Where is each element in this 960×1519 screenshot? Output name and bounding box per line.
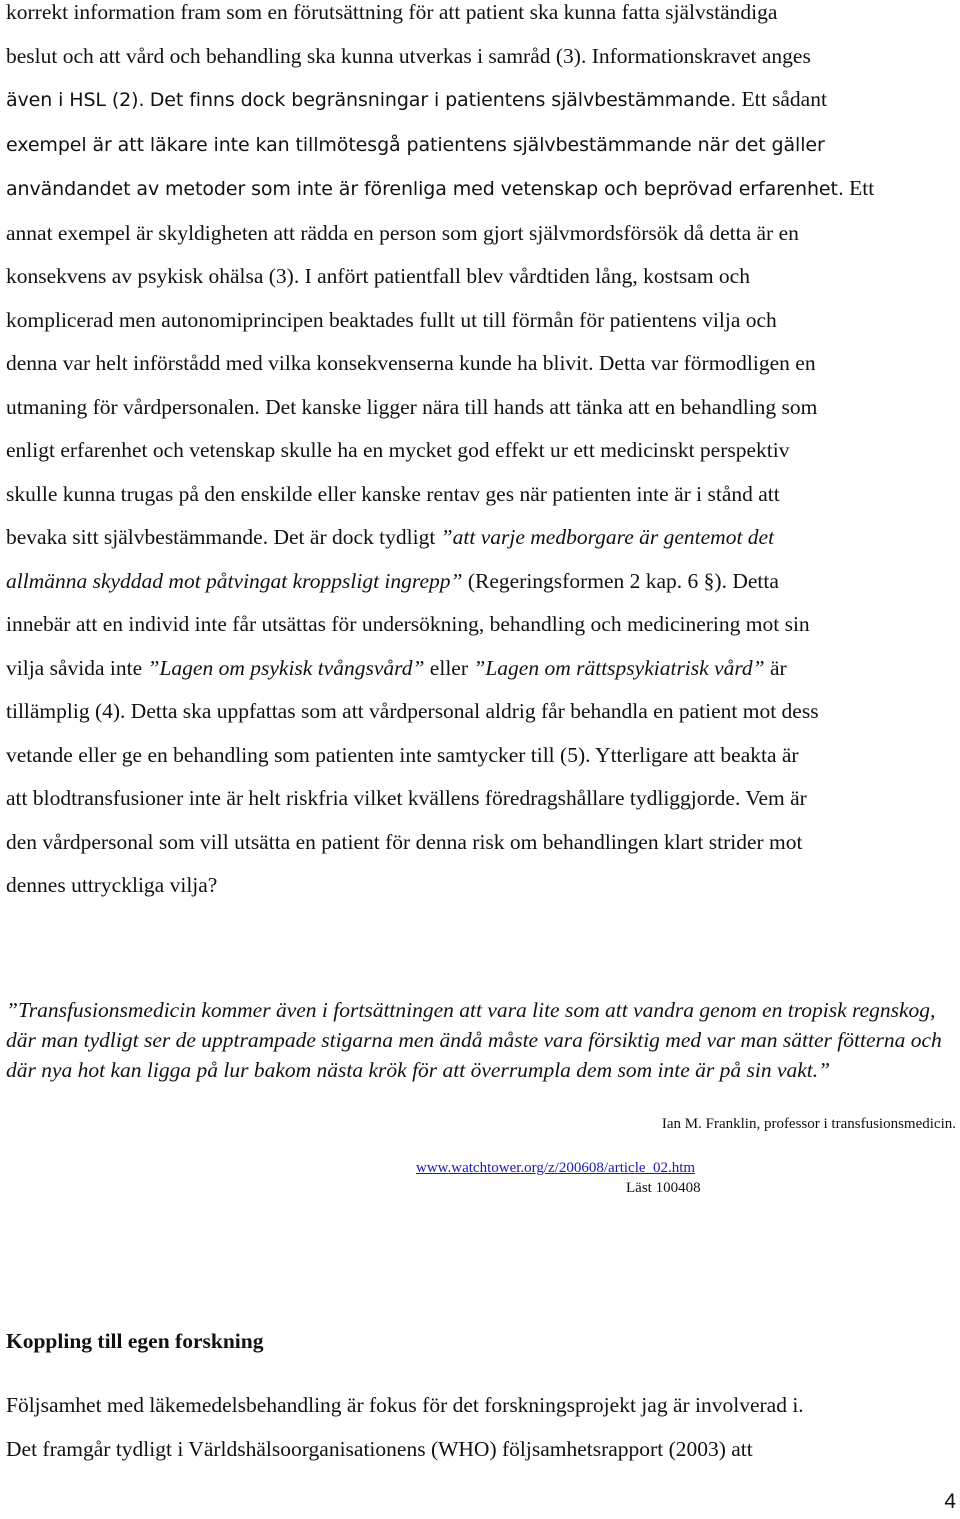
text-line: Det finns dock begränsningar i patientens självbestämmande. bbox=[149, 89, 737, 111]
italic-citation: ”att varje medborgare är gentemot det bbox=[440, 525, 775, 549]
block-quote: ”Transfusionsmedicin kommer även i fortsättningen att vara lite som att vandra genom en tropisk regnskog, där man tydligt ser de upptrampade stigarna men ändå måste vara försiktig med var man sätter fötterna och där nya hot kan ligga på lur bakom nästa krök för att överrumpla dem som inte är på sin vakt.” bbox=[6, 998, 942, 1082]
text-line: att blodtransfusioner inte är helt riskfria vilket kvällens föredragshållare tydliggjorde. Vem är bbox=[6, 786, 807, 810]
text-line: är bbox=[770, 655, 787, 680]
text-line: Det framgår tydligt i Världshälsoorganisationens (WHO) följsamhetsrapport (2003) att bbox=[6, 1436, 753, 1461]
text-line: korrekt information fram som en förutsättning för att patient ska kunna fatta självständiga bbox=[6, 0, 778, 24]
text-line: tillämplig (4). Detta ska uppfattas som att vårdpersonal aldrig får behandla en patient mot dess bbox=[6, 699, 819, 723]
text-line: denna var helt införstådd med vilka konsekvenserna kunde ha blivit. Detta var förmodligen en bbox=[6, 351, 816, 375]
text-line: utmaning för vårdpersonalen. bbox=[6, 394, 260, 419]
section-paragraph bbox=[6, 1384, 956, 1471]
text-line: Ett sådant bbox=[741, 87, 827, 111]
italic-citation: allmänna skyddad mot påtvingat kroppsligt ingrepp” bbox=[6, 568, 463, 593]
text-line: annat exempel är skyldigheten att rädda en person som gjort självmordsförsök då detta är en bbox=[6, 220, 799, 245]
section-heading: Koppling till egen forskning bbox=[6, 1329, 264, 1353]
italic-citation: ”Lagen om psykisk tvångsvård” bbox=[147, 655, 425, 680]
text-line: enligt erfarenhet och vetenskap skulle ha en mycket god effekt ur ett medicinskt perspektiv bbox=[6, 438, 790, 462]
text-line: (Regeringsformen 2 kap. 6 §). Detta bbox=[467, 568, 779, 593]
text-line: den vårdpersonal som vill utsätta en patient för denna risk om behandlingen klart strider mot bbox=[6, 829, 803, 854]
text-line: bevaka sitt självbestämmande. Det är dock tydligt bbox=[6, 525, 436, 549]
text-line: eller bbox=[429, 655, 468, 680]
text-line: vetande eller ge en behandling som patienten inte samtycker till (5). Ytterligare att beakta är bbox=[6, 742, 799, 767]
text-line: Det kanske ligger nära till hands att tänka att en behandling som bbox=[265, 394, 818, 419]
text-line: beslut och att vård och behandling ska kunna utverkas i samråd (3). Informationskravet anges bbox=[6, 43, 811, 68]
text-line: vilja såvida inte bbox=[6, 655, 143, 680]
text-line: användandet av metoder som inte är förenliga med vetenskap och beprövad erfarenhet. bbox=[6, 178, 844, 200]
source-link[interactable]: www.watchtower.org/z/200608/article_02.htm bbox=[416, 1160, 696, 1176]
italic-citation: ”Lagen om rättspsykiatrisk vård” bbox=[473, 655, 765, 680]
text-line: innebär att en individ inte får utsättas för undersökning, behandling och medicinering mot sin bbox=[6, 612, 810, 636]
text-line: Följsamhet med läkemedelsbehandling är fokus för det forskningsprojekt jag är involverad i. bbox=[6, 1393, 804, 1417]
text-line: även i HSL (2). bbox=[6, 89, 145, 111]
page-number: 4 bbox=[944, 1490, 956, 1513]
text-line: konsekvens av psykisk ohälsa (3). bbox=[6, 264, 300, 288]
quote-attribution: Ian M. Franklin, professor i transfusionsmedicin. bbox=[661, 1116, 956, 1132]
body-paragraph bbox=[6, 0, 960, 908]
text-line: komplicerad men autonomiprincipen beaktades fullt ut till förmån för patientens vilja och bbox=[6, 307, 777, 332]
text-line: skulle kunna trugas på den enskilde eller kanske rentav ges när patienten inte är i stånd att bbox=[6, 481, 780, 506]
text-line: I anfört patientfall blev vårdtiden lång, kostsam och bbox=[304, 264, 750, 288]
text-line: dennes uttryckliga vilja? bbox=[6, 873, 218, 897]
read-date: Läst 100408 bbox=[626, 1180, 701, 1196]
text-line: Ett bbox=[849, 176, 875, 200]
text-line: exempel är att läkare inte kan tillmötesgå patientens självbestämmande när det gäller bbox=[6, 133, 825, 156]
